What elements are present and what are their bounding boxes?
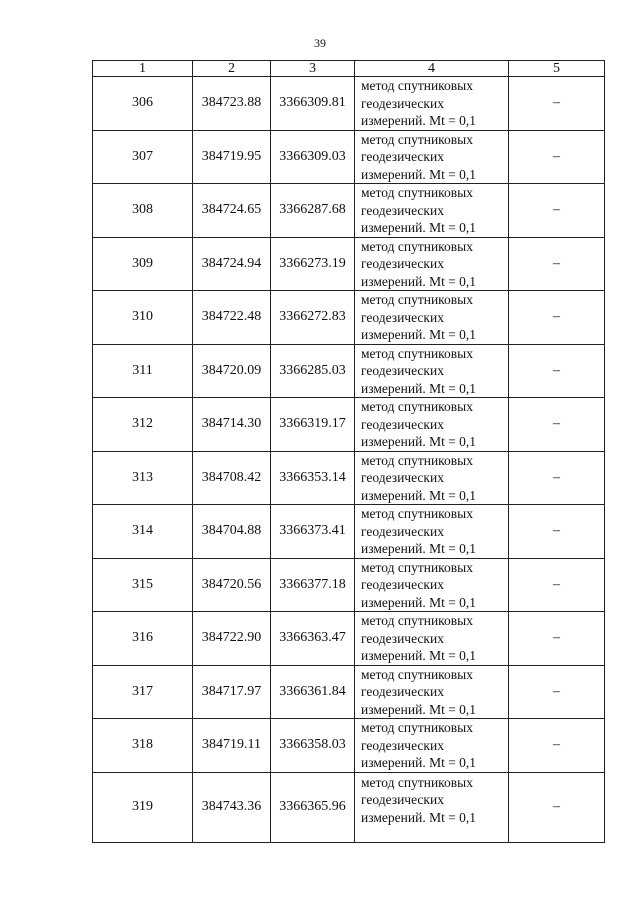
table-row	[93, 130, 605, 184]
y-coordinate-cell: 3366377.18	[271, 558, 355, 612]
table-row	[93, 451, 605, 505]
method-cell	[355, 451, 509, 505]
table-row	[93, 612, 605, 666]
note-cell: –	[509, 291, 605, 345]
y-coordinate-cell: 3366309.81	[271, 77, 355, 131]
method-text-line: метод спутниковых	[361, 78, 473, 93]
method-text-line: метод спутниковых	[361, 559, 473, 575]
y-coordinate-cell: 3366353.14	[271, 451, 355, 505]
method-cell	[355, 505, 509, 559]
y-coordinate-cell: 3366309.03	[271, 130, 355, 184]
x-coordinate-cell: 384719.95	[193, 130, 271, 184]
note-cell: –	[509, 130, 605, 184]
column-header: 1	[93, 61, 193, 77]
x-coordinate-cell: 384717.97	[193, 665, 271, 719]
point-number-cell: 306	[93, 77, 193, 131]
method-text-line: геодезических	[361, 256, 444, 271]
method-text-line: измерений. Mt = 0,1	[361, 701, 477, 717]
point-number-cell: 307	[93, 130, 193, 184]
note-cell: –	[509, 451, 605, 505]
method-text-line: геодезических	[361, 792, 444, 807]
method-text-line: геодезических	[361, 577, 444, 592]
method-text-line: метод спутниковых	[361, 720, 473, 735]
point-number-cell: 314	[93, 505, 193, 559]
note-cell: –	[509, 184, 605, 238]
method-text-line: геодезических	[361, 684, 444, 699]
point-number-cell: 318	[93, 719, 193, 773]
column-header: 5	[509, 61, 605, 77]
y-coordinate-cell: 3366285.03	[271, 344, 355, 398]
x-coordinate-cell: 384704.88	[193, 505, 271, 559]
method-text-line: метод спутниковых	[361, 613, 473, 628]
y-coordinate-cell: 3366319.17	[271, 398, 355, 452]
note-cell: –	[509, 398, 605, 452]
note-cell: –	[509, 505, 605, 559]
note-cell: –	[509, 772, 605, 842]
table-row	[93, 184, 605, 238]
column-header: 3	[271, 61, 355, 77]
method-text-line: метод спутниковых	[361, 506, 473, 521]
note-cell: –	[509, 237, 605, 291]
x-coordinate-cell: 384724.94	[193, 237, 271, 291]
method-cell	[355, 665, 509, 719]
method-text-line: измерений. Mt = 0,1	[361, 327, 477, 342]
method-text-line: геодезических	[361, 737, 444, 753]
point-number-cell: 309	[93, 237, 193, 291]
method-text-line: метод спутниковых	[361, 399, 473, 414]
note-cell: –	[509, 665, 605, 719]
point-number-cell: 319	[93, 772, 193, 842]
method-text-line: метод спутниковых	[361, 131, 473, 147]
method-cell	[355, 612, 509, 666]
table-row	[93, 505, 605, 559]
method-text-line: геодезических	[361, 95, 444, 111]
method-text-line: измерений. Mt = 0,1	[361, 380, 477, 396]
x-coordinate-cell: 384720.56	[193, 558, 271, 612]
coordinates-table	[92, 60, 605, 843]
method-text-line: измерений. Mt = 0,1	[361, 594, 477, 610]
method-text-line: геодезических	[361, 149, 444, 164]
table-row	[93, 719, 605, 773]
table-row	[93, 77, 605, 131]
x-coordinate-cell: 384722.90	[193, 612, 271, 666]
method-text-line: измерений. Mt = 0,1	[361, 113, 477, 128]
point-number-cell: 316	[93, 612, 193, 666]
method-text-line: измерений. Mt = 0,1	[361, 809, 477, 825]
table-row	[93, 291, 605, 345]
page-number: 39	[314, 36, 326, 50]
method-text-line: геодезических	[361, 416, 444, 432]
method-text-line: измерений. Mt = 0,1	[361, 648, 477, 663]
method-text-line: метод спутниковых	[361, 452, 473, 468]
y-coordinate-cell: 3366273.19	[271, 237, 355, 291]
note-cell: –	[509, 612, 605, 666]
point-number-cell: 308	[93, 184, 193, 238]
method-text-line: метод спутниковых	[361, 238, 473, 254]
table-row	[93, 237, 605, 291]
y-coordinate-cell: 3366361.84	[271, 665, 355, 719]
method-cell	[355, 291, 509, 345]
method-cell	[355, 719, 509, 773]
table-row	[93, 398, 605, 452]
method-text-line: измерений. Mt = 0,1	[361, 434, 477, 449]
method-text-line: измерений. Mt = 0,1	[361, 273, 477, 289]
x-coordinate-cell: 384724.65	[193, 184, 271, 238]
y-coordinate-cell: 3366365.96	[271, 772, 355, 842]
method-cell	[355, 130, 509, 184]
method-text-line: измерений. Mt = 0,1	[361, 220, 477, 235]
method-cell	[355, 772, 509, 842]
point-number-cell: 315	[93, 558, 193, 612]
method-cell	[355, 184, 509, 238]
point-number-cell: 310	[93, 291, 193, 345]
method-text-line: геодезических	[361, 630, 444, 646]
table-header-row	[93, 61, 605, 77]
y-coordinate-cell: 3366287.68	[271, 184, 355, 238]
table-row	[93, 665, 605, 719]
method-text-line: измерений. Mt = 0,1	[361, 487, 477, 503]
method-text-line: измерений. Mt = 0,1	[361, 541, 477, 556]
y-coordinate-cell: 3366373.41	[271, 505, 355, 559]
method-text-line: метод спутниковых	[361, 185, 473, 200]
point-number-cell: 313	[93, 451, 193, 505]
column-header: 2	[193, 61, 271, 77]
point-number-cell: 312	[93, 398, 193, 452]
method-text-line: геодезических	[361, 202, 444, 218]
method-text-line: геодезических	[361, 523, 444, 539]
x-coordinate-cell: 384743.36	[193, 772, 271, 842]
note-cell: –	[509, 558, 605, 612]
method-text-line: геодезических	[361, 470, 444, 485]
column-header: 4	[355, 61, 509, 77]
point-number-cell: 317	[93, 665, 193, 719]
method-text-line: геодезических	[361, 309, 444, 325]
y-coordinate-cell: 3366363.47	[271, 612, 355, 666]
y-coordinate-cell: 3366272.83	[271, 291, 355, 345]
method-cell	[355, 237, 509, 291]
method-text-line: метод спутниковых	[361, 666, 473, 682]
table-row	[93, 558, 605, 612]
x-coordinate-cell: 384708.42	[193, 451, 271, 505]
x-coordinate-cell: 384714.30	[193, 398, 271, 452]
table-body	[93, 77, 605, 843]
x-coordinate-cell: 384723.88	[193, 77, 271, 131]
method-cell	[355, 558, 509, 612]
method-cell	[355, 398, 509, 452]
method-text-line: метод спутниковых	[361, 774, 473, 790]
method-text-line: метод спутниковых	[361, 345, 473, 361]
table-row	[93, 772, 605, 842]
method-cell	[355, 77, 509, 131]
point-number-cell: 311	[93, 344, 193, 398]
method-cell	[355, 344, 509, 398]
method-text-line: метод спутниковых	[361, 292, 473, 307]
note-cell: –	[509, 719, 605, 773]
table-row	[93, 344, 605, 398]
note-cell: –	[509, 344, 605, 398]
x-coordinate-cell: 384719.11	[193, 719, 271, 773]
method-text-line: геодезических	[361, 363, 444, 378]
x-coordinate-cell: 384720.09	[193, 344, 271, 398]
y-coordinate-cell: 3366358.03	[271, 719, 355, 773]
method-text-line: измерений. Mt = 0,1	[361, 755, 477, 770]
method-text-line: измерений. Mt = 0,1	[361, 166, 477, 182]
note-cell: –	[509, 77, 605, 131]
x-coordinate-cell: 384722.48	[193, 291, 271, 345]
